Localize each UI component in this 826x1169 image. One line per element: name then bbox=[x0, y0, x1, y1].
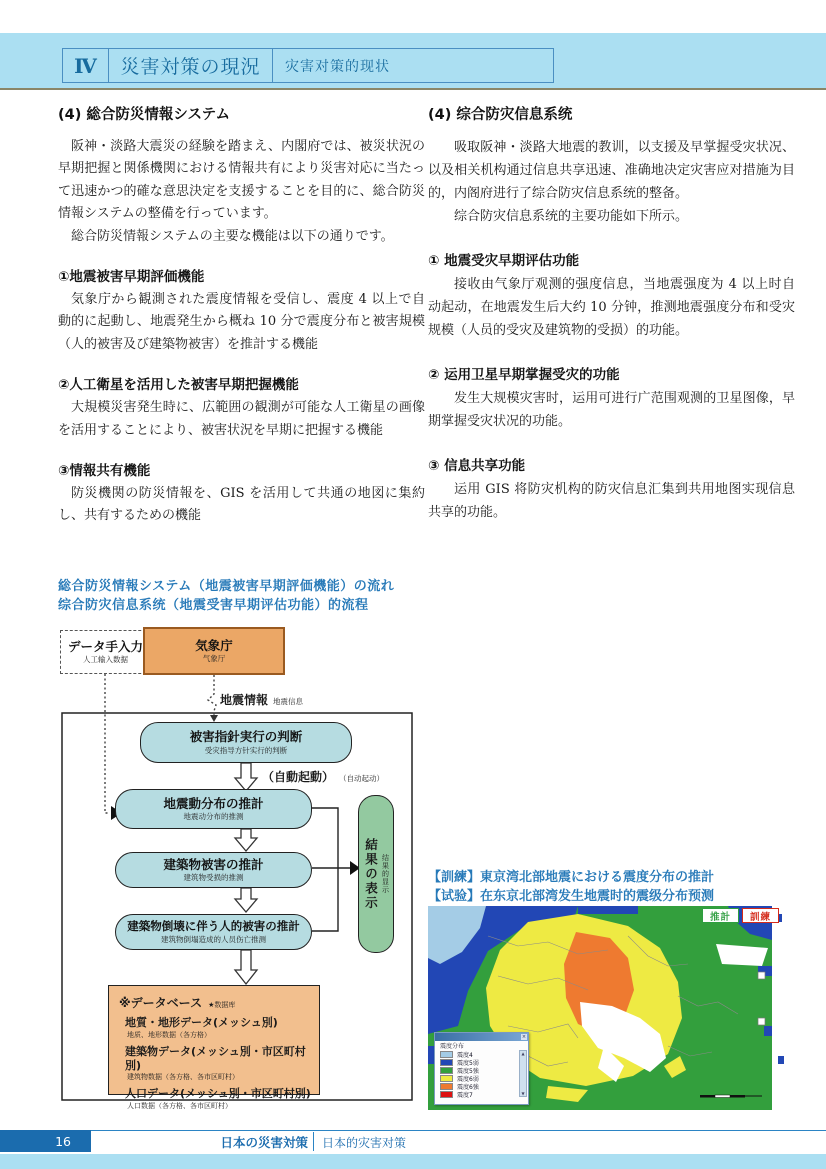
close-icon: × bbox=[521, 1034, 527, 1040]
node-manual-data-input bbox=[60, 630, 151, 674]
footer-band bbox=[0, 1154, 826, 1169]
chapter-number: Ⅳ bbox=[63, 49, 109, 82]
paragraph: 接收由气象厅观测的强度信息，当地震强度为 4 以上时自动起动，在地震发生后大约 10 分钟，推测地震强度分布和受灾规模（人员的受灾及建筑物的受损）的功能。 bbox=[428, 277, 795, 338]
right-column-chinese bbox=[428, 103, 795, 524]
database-title-zh: ★数据库 bbox=[208, 1001, 236, 1009]
subsection-heading: ③ 信息共享功能 bbox=[428, 458, 526, 474]
badge-training: 訓練 bbox=[742, 908, 779, 923]
subsection-2-zh bbox=[428, 363, 795, 433]
section-heading-ja: (4) 総合防災情報システム bbox=[58, 107, 230, 123]
footer-divider bbox=[313, 1132, 314, 1151]
node-label-zh: 建筑物倒塌造成的人员伤亡推测 bbox=[161, 934, 266, 944]
subsection-3-zh bbox=[428, 454, 795, 524]
subsection-heading: ③情報共有機能 bbox=[58, 463, 151, 480]
node-label-ja: 結果の表示 bbox=[363, 837, 379, 911]
subsection-heading: ②人工衛星を活用した被害早期把握機能 bbox=[58, 377, 299, 394]
node-label-ja: 被害指針実行の判断 bbox=[189, 729, 303, 745]
label-auto-start bbox=[262, 768, 384, 785]
page-number: 16 bbox=[0, 1130, 91, 1152]
left-column-japanese bbox=[58, 103, 425, 528]
legend-entry: 震度7 bbox=[440, 1090, 520, 1098]
legend-title: 震度分布 bbox=[440, 1043, 465, 1050]
paragraph: 运用 GIS 将防灾机构的防灾信息汇集到共用地图实现信息共享的功能。 bbox=[428, 482, 795, 520]
paragraph: 大規模災害発生時に、広範囲の観測が可能な人工衛星の画像を活用することにより、被害状況を早期に把握する機能 bbox=[58, 400, 425, 438]
node-damage-guideline-judgement bbox=[140, 722, 352, 763]
node-label-zh: 地震动分布的推测 bbox=[183, 812, 244, 822]
badge-estimation: 推計 bbox=[702, 908, 739, 923]
node-label-zh: 人工输入数据 bbox=[83, 655, 128, 665]
node-label-ja: 建築物被害の推計 bbox=[163, 856, 264, 872]
node-label-zh: 建筑物受损的推测 bbox=[183, 873, 244, 883]
legend-titlebar bbox=[435, 1033, 528, 1041]
legend-entry: 震度5強 bbox=[440, 1066, 520, 1074]
chapter-header bbox=[62, 48, 554, 83]
header-divider bbox=[0, 88, 826, 90]
legend-body bbox=[435, 1041, 528, 1098]
legend-swatch bbox=[440, 1051, 453, 1058]
subsection-heading: ② 运用卫星早期掌握受灾的功能 bbox=[428, 367, 620, 383]
subsection-heading: ①地震被害早期評価機能 bbox=[58, 269, 205, 286]
flowchart-title-zh: 综合防灾信息系统（地震受害早期评估功能）的流程 bbox=[58, 598, 369, 613]
node-label-ja: 気象庁 bbox=[195, 637, 233, 653]
subsection-3-ja bbox=[58, 459, 425, 528]
footer-title-zh: 日本的灾害对策 bbox=[322, 1136, 407, 1150]
map-caption-zh: 【试验】在东京北部湾发生地震时的震级分布预测 bbox=[428, 889, 715, 904]
chapter-title-zh: 灾害对策的现状 bbox=[285, 58, 390, 75]
node-label-ja: 地震動分布の推計 bbox=[163, 795, 264, 811]
legend-entry: 震度5弱 bbox=[440, 1058, 520, 1066]
down-arrow-icon: ▼ bbox=[521, 1091, 525, 1096]
map-caption-ja: 【訓練】東京湾北部地震における震度分布の推計 bbox=[428, 870, 715, 885]
legend-swatch bbox=[440, 1083, 453, 1090]
node-label-zh: 受灾指导方针实行的判断 bbox=[204, 745, 288, 755]
node-ground-motion-estimation bbox=[115, 789, 312, 829]
flowchart-title-ja: 総合防災情報システム（地震被害早期評価機能）の流れ bbox=[58, 579, 395, 594]
legend-swatch bbox=[440, 1091, 453, 1098]
node-building-damage-estimation bbox=[115, 852, 312, 888]
node-label-ja: データ手入力 bbox=[67, 638, 143, 654]
footer-rule bbox=[0, 1130, 826, 1131]
section-heading-zh: (4) 综合防灾信息系统 bbox=[428, 107, 573, 123]
subsection-1-ja bbox=[58, 265, 425, 356]
paragraph: 阪神・淡路大震災の経験を踏まえ、内閣府では、被災状況の早期把握と関係機関における情報共有により災害対応に当たって迅速かつ的確な意思決定を支援することを目的に、総合防災情報システムの整備を行っています。 bbox=[58, 139, 425, 222]
paragraph: 发生大规模灾害时，运用可进行广范围观测的卫星图像，早期掌握受灾状况的功能。 bbox=[428, 391, 795, 429]
node-database bbox=[108, 985, 320, 1110]
label-ja: 地震情報 bbox=[220, 693, 269, 707]
node-result-display bbox=[358, 795, 394, 953]
subsection-1-zh bbox=[428, 249, 795, 342]
up-arrow-icon: ▲ bbox=[521, 1051, 525, 1056]
label-ja: （自動起動） bbox=[262, 770, 335, 784]
label-earthquake-info bbox=[220, 691, 303, 708]
node-label-zh: 气象厅 bbox=[202, 654, 226, 664]
label-zh: 地震信息 bbox=[273, 697, 304, 706]
database-title-ja: ※データベース bbox=[119, 996, 203, 1010]
node-jma bbox=[143, 627, 285, 675]
paragraph: 综合防灾信息系统的主要功能如下所示。 bbox=[454, 209, 689, 224]
paragraph: 総合防災情報システムの主要な機能は以下の通りです。 bbox=[71, 228, 394, 244]
legend-swatch bbox=[440, 1067, 453, 1074]
footer-title-ja: 日本の災害対策 bbox=[220, 1135, 308, 1150]
node-label-zh: 结果的显示 bbox=[381, 854, 390, 894]
subsection-2-ja bbox=[58, 373, 425, 442]
database-item: 建築物データ(メッシュ別・市区町村別) 建筑物数据（各方格、各市区町村） bbox=[125, 1044, 306, 1082]
label-zh: （自动起动） bbox=[339, 774, 385, 783]
legend-swatch bbox=[440, 1075, 453, 1082]
subsection-heading: ① 地震受灾早期评估功能 bbox=[428, 253, 580, 269]
paragraph: 吸取阪神・淡路大地震的教训，以支援及早掌握受灾状况、以及相关机构通过信息共享迅速、准确地决定灾害应对措施为目的，内阁府进行了综合防灾信息系统的整备。 bbox=[428, 140, 795, 201]
paragraph: 気象庁から観測された震度情報を受信し、震度 4 以上で自動的に起動し、地震発生から概ね 10 分で震度分布と被害規模（人的被害及び建築物被害）を推計する機能 bbox=[58, 292, 425, 352]
node-human-casualty-estimation bbox=[115, 914, 312, 950]
database-item: 地質・地形データ(メッシュ別) 地质、地形数据（各方格） bbox=[125, 1016, 278, 1039]
paragraph: 防災機関の防災情報を、GIS を活用して共通の地図に集約し、共有するための機能 bbox=[58, 486, 425, 524]
legend-entry: 震度6強 bbox=[440, 1082, 520, 1090]
node-label-ja: 建築物倒壊に伴う人的被害の推計 bbox=[127, 919, 300, 934]
legend-entry: 震度4 bbox=[440, 1050, 520, 1058]
database-item: 人口データ(メッシュ別・市区町村別) 人口数据（各方格、各市区町村） bbox=[125, 1087, 311, 1110]
legend-scrollbar bbox=[519, 1050, 527, 1097]
chapter-title-ja: 災害対策の現況 bbox=[109, 49, 273, 82]
legend-entry: 震度6弱 bbox=[440, 1074, 520, 1082]
legend-swatch bbox=[440, 1059, 453, 1066]
map-legend-window bbox=[434, 1032, 529, 1105]
